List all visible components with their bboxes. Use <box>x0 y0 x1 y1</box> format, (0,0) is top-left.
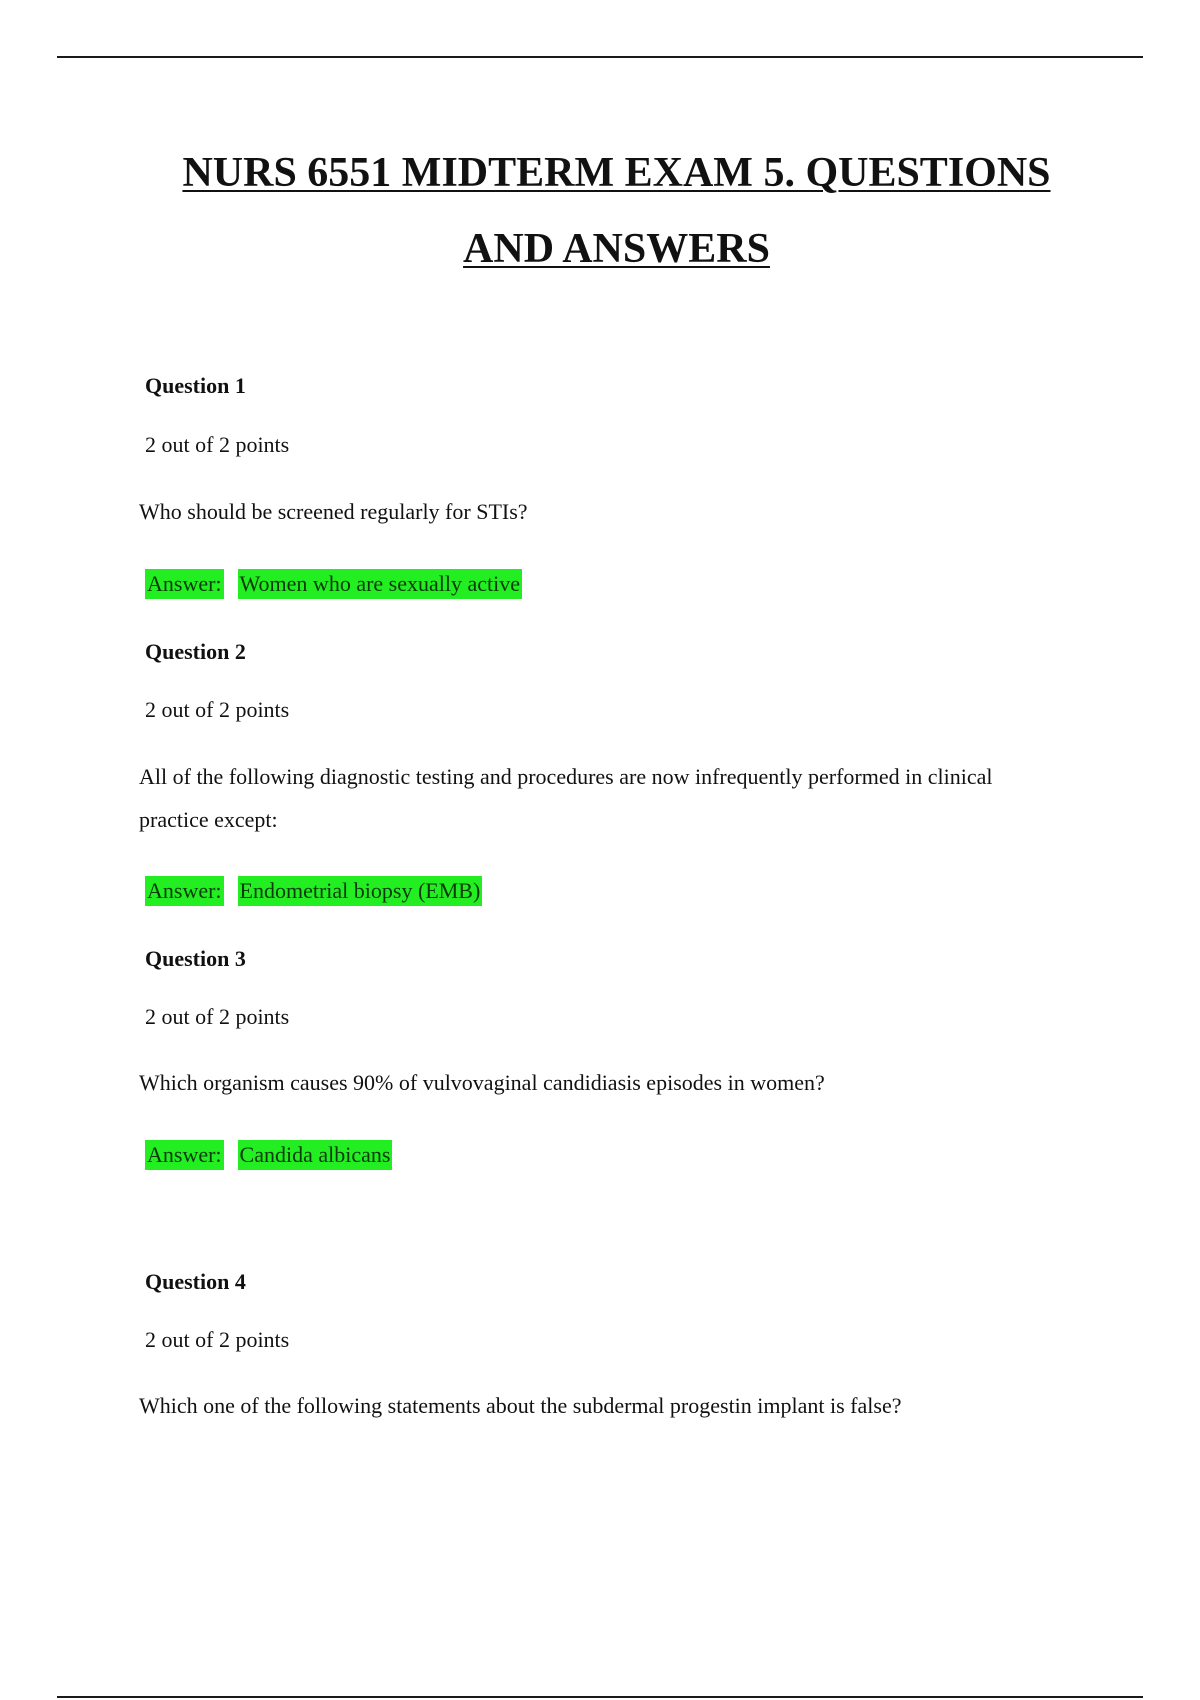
answer-value: Candida albicans <box>238 1140 393 1170</box>
question-4-text: Which one of the following statements about the subdermal progestin implant is false? <box>139 1393 902 1418</box>
question-3-answer <box>145 1140 392 1170</box>
question-3-text: Which organism causes 90% of vulvovaginal candidiasis episodes in women? <box>139 1070 825 1095</box>
question-4-points: 2 out of 2 points <box>145 1327 290 1352</box>
question-2-text: All of the following diagnostic testing and procedures are now infrequently performed in clinical practice except: <box>139 764 993 832</box>
question-2-answer <box>145 876 482 906</box>
question-2-points: 2 out of 2 points <box>145 697 290 722</box>
answer-value: Women who are sexually active <box>238 569 522 599</box>
question-1-text: Who should be screened regularly for STIs? <box>139 499 528 524</box>
question-1-heading: Question 1 <box>145 373 246 398</box>
document-title-line-1: NURS 6551 MIDTERM EXAM 5. QUESTIONS <box>182 150 1051 196</box>
question-2-heading: Question 2 <box>145 639 246 664</box>
document-title-line-2: AND ANSWERS <box>463 226 770 272</box>
answer-label: Answer: <box>145 569 224 599</box>
answer-value: Endometrial biopsy (EMB) <box>238 876 483 906</box>
question-4-heading: Question 4 <box>145 1269 246 1294</box>
bottom-rule <box>57 1696 1143 1698</box>
answer-label: Answer: <box>145 1140 224 1170</box>
question-1-points: 2 out of 2 points <box>145 432 290 457</box>
answer-label: Answer: <box>145 876 224 906</box>
question-3-points: 2 out of 2 points <box>145 1004 290 1029</box>
question-3-heading: Question 3 <box>145 946 246 971</box>
top-rule <box>57 56 1143 58</box>
question-1-answer <box>145 569 522 599</box>
